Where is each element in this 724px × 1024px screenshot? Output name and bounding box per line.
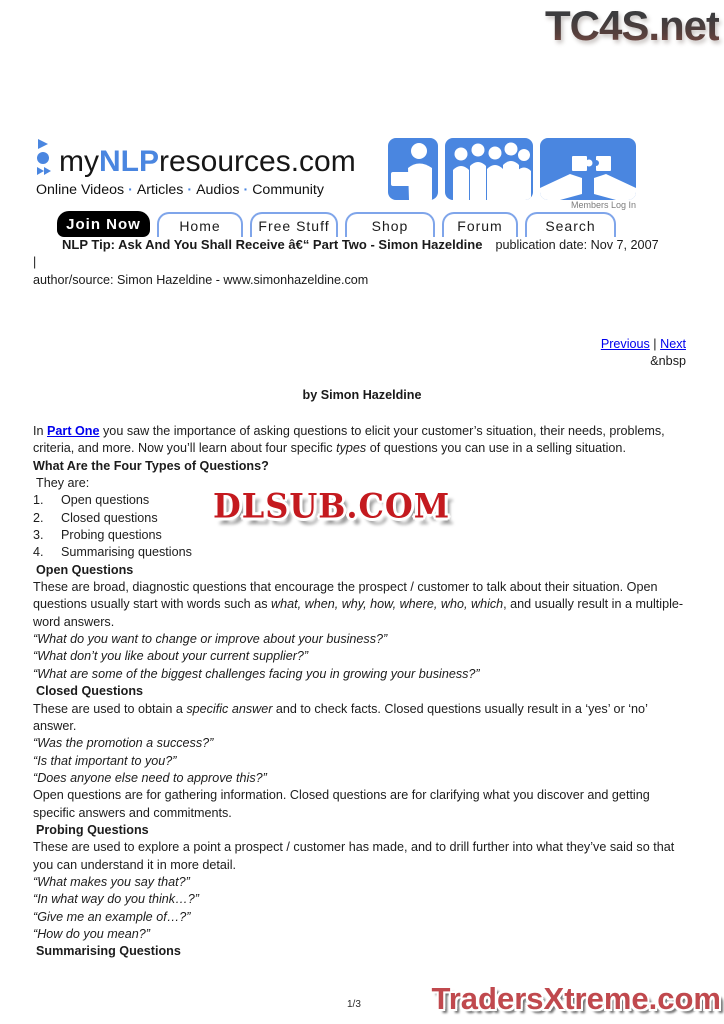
question-types-list [33, 492, 691, 561]
header-banner-images [388, 138, 636, 200]
site-logo[interactable] [36, 139, 386, 198]
list-item [33, 492, 691, 509]
article-body [33, 423, 691, 961]
text-run-italic: types [336, 441, 367, 456]
list-label: Closed questions [61, 510, 158, 525]
nav-tab-forum[interactable]: Forum [442, 212, 518, 237]
tagline-item: Audios [196, 182, 240, 198]
section-heading-four-types: What Are the Four Types of Questions? [33, 458, 269, 473]
dot-separator-icon: · [187, 182, 193, 198]
presenter-silhouette-icon [388, 138, 438, 200]
closed-paragraph [33, 701, 691, 736]
pager [601, 336, 686, 371]
nbsp-literal-text: &nbsp [650, 354, 686, 369]
text-run: of questions you can use in a selling situation. [366, 441, 626, 456]
section-heading-probing: Probing Questions [36, 822, 149, 837]
text-run: , and usually result in a multiple-word answers. [33, 597, 684, 629]
nav-tab-home[interactable]: Home [157, 212, 243, 237]
article-title: NLP Tip: Ask And You Shall Receive â€“ Part Two - Simon Hazeldine [62, 237, 483, 252]
main-nav [57, 211, 616, 237]
example-quote: “In what way do you think…?” [33, 892, 199, 907]
logo-accent: NLP [99, 145, 159, 178]
part-one-link[interactable]: Part One [47, 424, 100, 438]
nav-tab-free-stuff[interactable]: Free Stuff [250, 212, 338, 237]
section-heading-open: Open Questions [36, 562, 134, 577]
example-quote: “Does anyone else need to approve this?” [33, 770, 267, 785]
play-circle-forward-icon [36, 139, 56, 179]
members-login-link[interactable]: Members Log In [570, 200, 636, 210]
next-link[interactable]: Next [660, 337, 686, 351]
previous-link[interactable]: Previous [600, 337, 650, 351]
example-quote: “Give me an example of…?” [33, 909, 191, 924]
list-item [33, 544, 691, 561]
article-meta [33, 236, 693, 289]
closed-summary-paragraph: Open questions are for gathering information. Closed questions are for clarifying what you discover and getting specific answers and commitments. [33, 788, 650, 820]
people-group-icon [445, 138, 533, 200]
page-number: 1/3 [347, 999, 361, 1010]
nav-tab-shop[interactable]: Shop [345, 212, 435, 237]
tagline-item: Online Videos [36, 182, 125, 198]
intro-paragraph [33, 423, 691, 458]
dot-separator-icon: · [128, 182, 133, 198]
list-item [33, 510, 691, 527]
list-number: 4. [33, 545, 44, 560]
list-label: Open questions [61, 493, 150, 508]
they-are-line: They are: [36, 476, 90, 491]
byline: by Simon Hazeldine [302, 388, 422, 402]
example-quote: “Was the promotion a success?” [33, 736, 214, 751]
puzzle-hands-icon [540, 138, 636, 200]
logo-post: resources.com [159, 145, 356, 178]
list-label: Probing questions [61, 528, 162, 543]
list-number: 2. [33, 510, 44, 525]
list-number: 1. [33, 493, 44, 508]
publication-date: publication date: Nov 7, 2007 [495, 238, 659, 252]
example-quote: “What do you want to change or improve about your business?” [33, 632, 388, 647]
text-run: These are used to obtain a [33, 701, 187, 716]
nav-tab-search[interactable]: Search [525, 212, 616, 237]
example-quote: “What makes you say that?” [33, 874, 190, 889]
pager-separator: | [649, 337, 661, 351]
text-run: and to check facts. Closed questions usually result in a ‘yes’ or ‘no’ answer. [33, 701, 648, 733]
list-item [33, 527, 691, 544]
open-paragraph [33, 579, 691, 631]
text-run-italic: specific answer [186, 701, 273, 716]
example-quote: “How do you mean?” [33, 926, 150, 941]
example-quote: “What are some of the biggest challenges facing you in growing your business?” [33, 666, 480, 681]
dlsub-watermark: DLSUB.COM [213, 486, 451, 526]
tagline-item: Community [252, 182, 324, 198]
text-run-italic: what, when, why, how, where, who, which [271, 597, 504, 612]
section-heading-summarising: Summarising Questions [36, 944, 181, 959]
logo-pre: my [59, 145, 99, 178]
example-quote: “What don’t you like about your current supplier?” [33, 649, 309, 664]
example-quote: “Is that important to you?” [33, 753, 177, 768]
logo-tagline [36, 182, 386, 198]
tradersxtreme-watermark: TradersXtreme.com [431, 981, 721, 1016]
list-label: Summarising questions [61, 545, 192, 560]
text-run: These are broad, diagnostic questions that encourage the prospect / customer to talk about their situation. Open questions usually start with words such as [33, 580, 658, 612]
article-title-line [33, 236, 693, 254]
tagline-item: Articles [136, 182, 184, 198]
text-run: you saw the importance of asking questions to elicit your customer’s situation, their needs, problems, criteria, and more. Now you’ll learn about four specific [33, 424, 665, 456]
section-heading-closed: Closed Questions [36, 684, 144, 699]
pipe-char: | [33, 255, 37, 270]
logo-text [59, 145, 356, 179]
text-run: In [33, 424, 48, 438]
probing-paragraph: These are used to explore a point a prospect / customer has made, and to drill further into what they’ve said so that you can understand it in more detail. [33, 840, 675, 872]
list-number: 3. [33, 528, 44, 543]
dot-separator-icon: · [243, 182, 249, 198]
nav-tab-join-now[interactable]: Join Now [57, 211, 150, 237]
tc4s-watermark: TC4S.net [544, 2, 719, 49]
author-source-line: author/source: Simon Hazeldine - www.simonhazeldine.com [33, 272, 369, 287]
